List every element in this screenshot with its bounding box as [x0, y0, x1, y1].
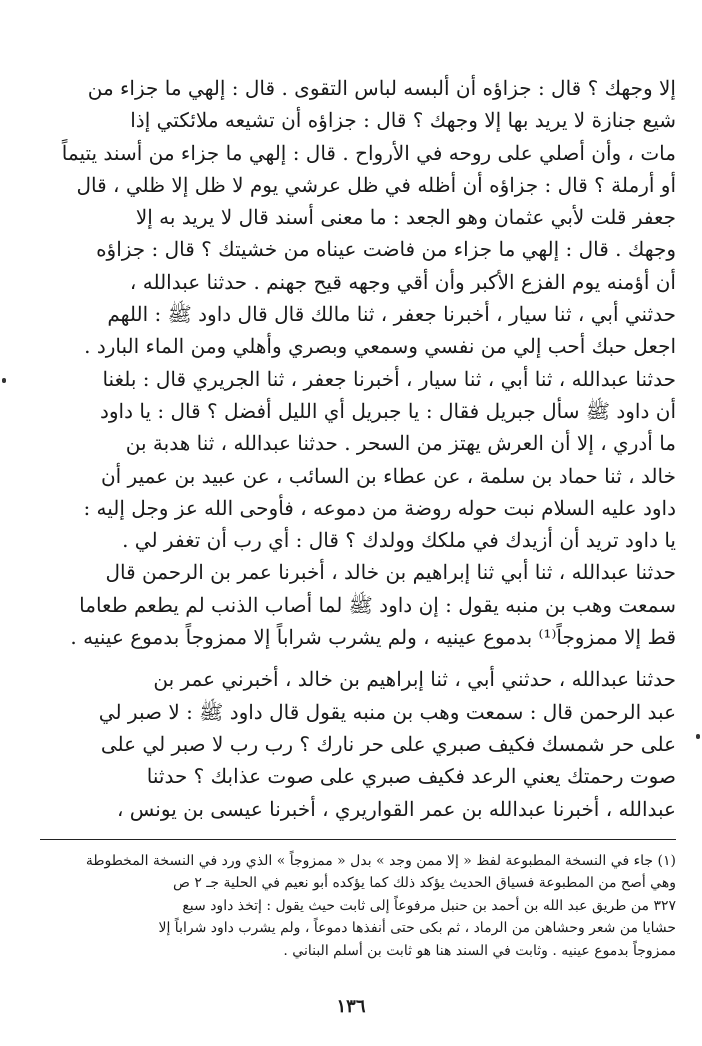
main-paragraph-2: حدثنا عبدالله ، حدثني أبي ، ثنا إبراهيم بن خالد ، أخبرني عمر بن عبد الرحمن قال : سمعت وهب بن منبه يقول قال داود ﷺ : لا صبر لي على حر شمسك فكيف صبري على حر نارك ؟ رب رب لا صبر لي على صوت رحمتك يعني الرعد فكيف صبري على صوت عذابك ؟ حدثنا عبدالله ، أخبرنا عبدالله بن عمر القواريري ، أخبرنا عيسى بن يونس ، — [98, 667, 676, 821]
page-content — [40, 72, 676, 962]
margin-mark — [2, 378, 6, 383]
footnote-text: (١) جاء في النسخة المطبوعة لفظ « إلا ممن وجد » بدل « ممزوجاً » الذي ورد في النسخة المخطوطة وهي أصح من المطبوعة فسياق الحديث يؤكد ذلك كما يؤكده أبو نعيم في الحلية جـ ٢ ص ٣٢٧ من طريق عبد الله بن أحمد بن حنبل مرفوعاً إلى ثابت حيث يقول : إتخذ داود سبع حشايا من شعر وحشاهن من الرماد ، ثم بكى حتى أنفذها دموعاً ، ولم يشرب داود شراباً إلا ممزوجاً بدموع عينيه . وثابت في السند هنا هو ثابت بن أسلم البناني . — [85, 852, 676, 959]
footnote-divider — [40, 839, 676, 840]
main-paragraph-1: إلا وجهك ؟ قال : جزاؤه أن ألبسه لباس التقوى . قال : إلهي ما جزاء من شيع جنازة لا يريد بها إلا وجهك ؟ قال : جزاؤه أن تشيعه ملائكتي إذا مات ، وأن أصلي على روحه في الأرواح . قال : إلهي ما جزاء من أسند يتيماً أو أرملة ؟ قال : جزاؤه أن أظله في ظل عرشي يوم لا ظل إلا ظلي ، قال جعفر قلت لأبي عثمان وهو الجعد : ما معنى أسند قال لا يريد به إلا وجهك . قال : إلهي ما جزاء من فاضت عيناه من خشيتك ؟ قال : جزاؤه أن أؤمنه يوم الفزع الأكبر وأن أقي وجهه قيح جهنم . حدثنا عبدالله ، حدثني أبي ، ثنا سيار ، أخبرنا جعفر ، ثنا مالك قال قال داود ﷺ : اللهم اجعل حبك أحب إلي من نفسي وسمعي وبصري وأهلي ومن الماء البارد . حدثنا عبدالله ، ثنا أبي ، ثنا سيار ، أخبرنا جعفر ، ثنا الجريري قال : بلغنا أن داود ﷺ سأل جبريل فقال : يا جبريل أي الليل أفضل ؟ قال : يا داود ما أدري ، إلا أن العرش يهتز من السحر . حدثنا عبدالله ، ثنا هدبة بن خالد ، ثنا حماد بن سلمة ، عن عطاء بن السائب ، عن عبيد بن عمير أن داود عليه السلام نبت حوله روضة من دموعه ، فأوحى الله عز وجل إليه : يا داود تريد أن أزيدك في ملكك وولدك ؟ قال : أي رب أن تغفر لي . حدثنا عبدالله ، ثنا أبي ثنا إبراهيم بن خالد ، أخبرنا عمر بن الرحمن قال سمعت وهب بن منبه يقول : إن داود ﷺ لما أصاب الذنب لم يطعم طعاما قط إلا ممزوجاً⁽¹⁾ بدموع عينيه ، ولم يشرب شراباً إلا ممزوجاً بدموع عينيه . — [61, 76, 676, 650]
page-number: ١٣٦ — [336, 996, 366, 1017]
margin-mark — [696, 734, 700, 739]
